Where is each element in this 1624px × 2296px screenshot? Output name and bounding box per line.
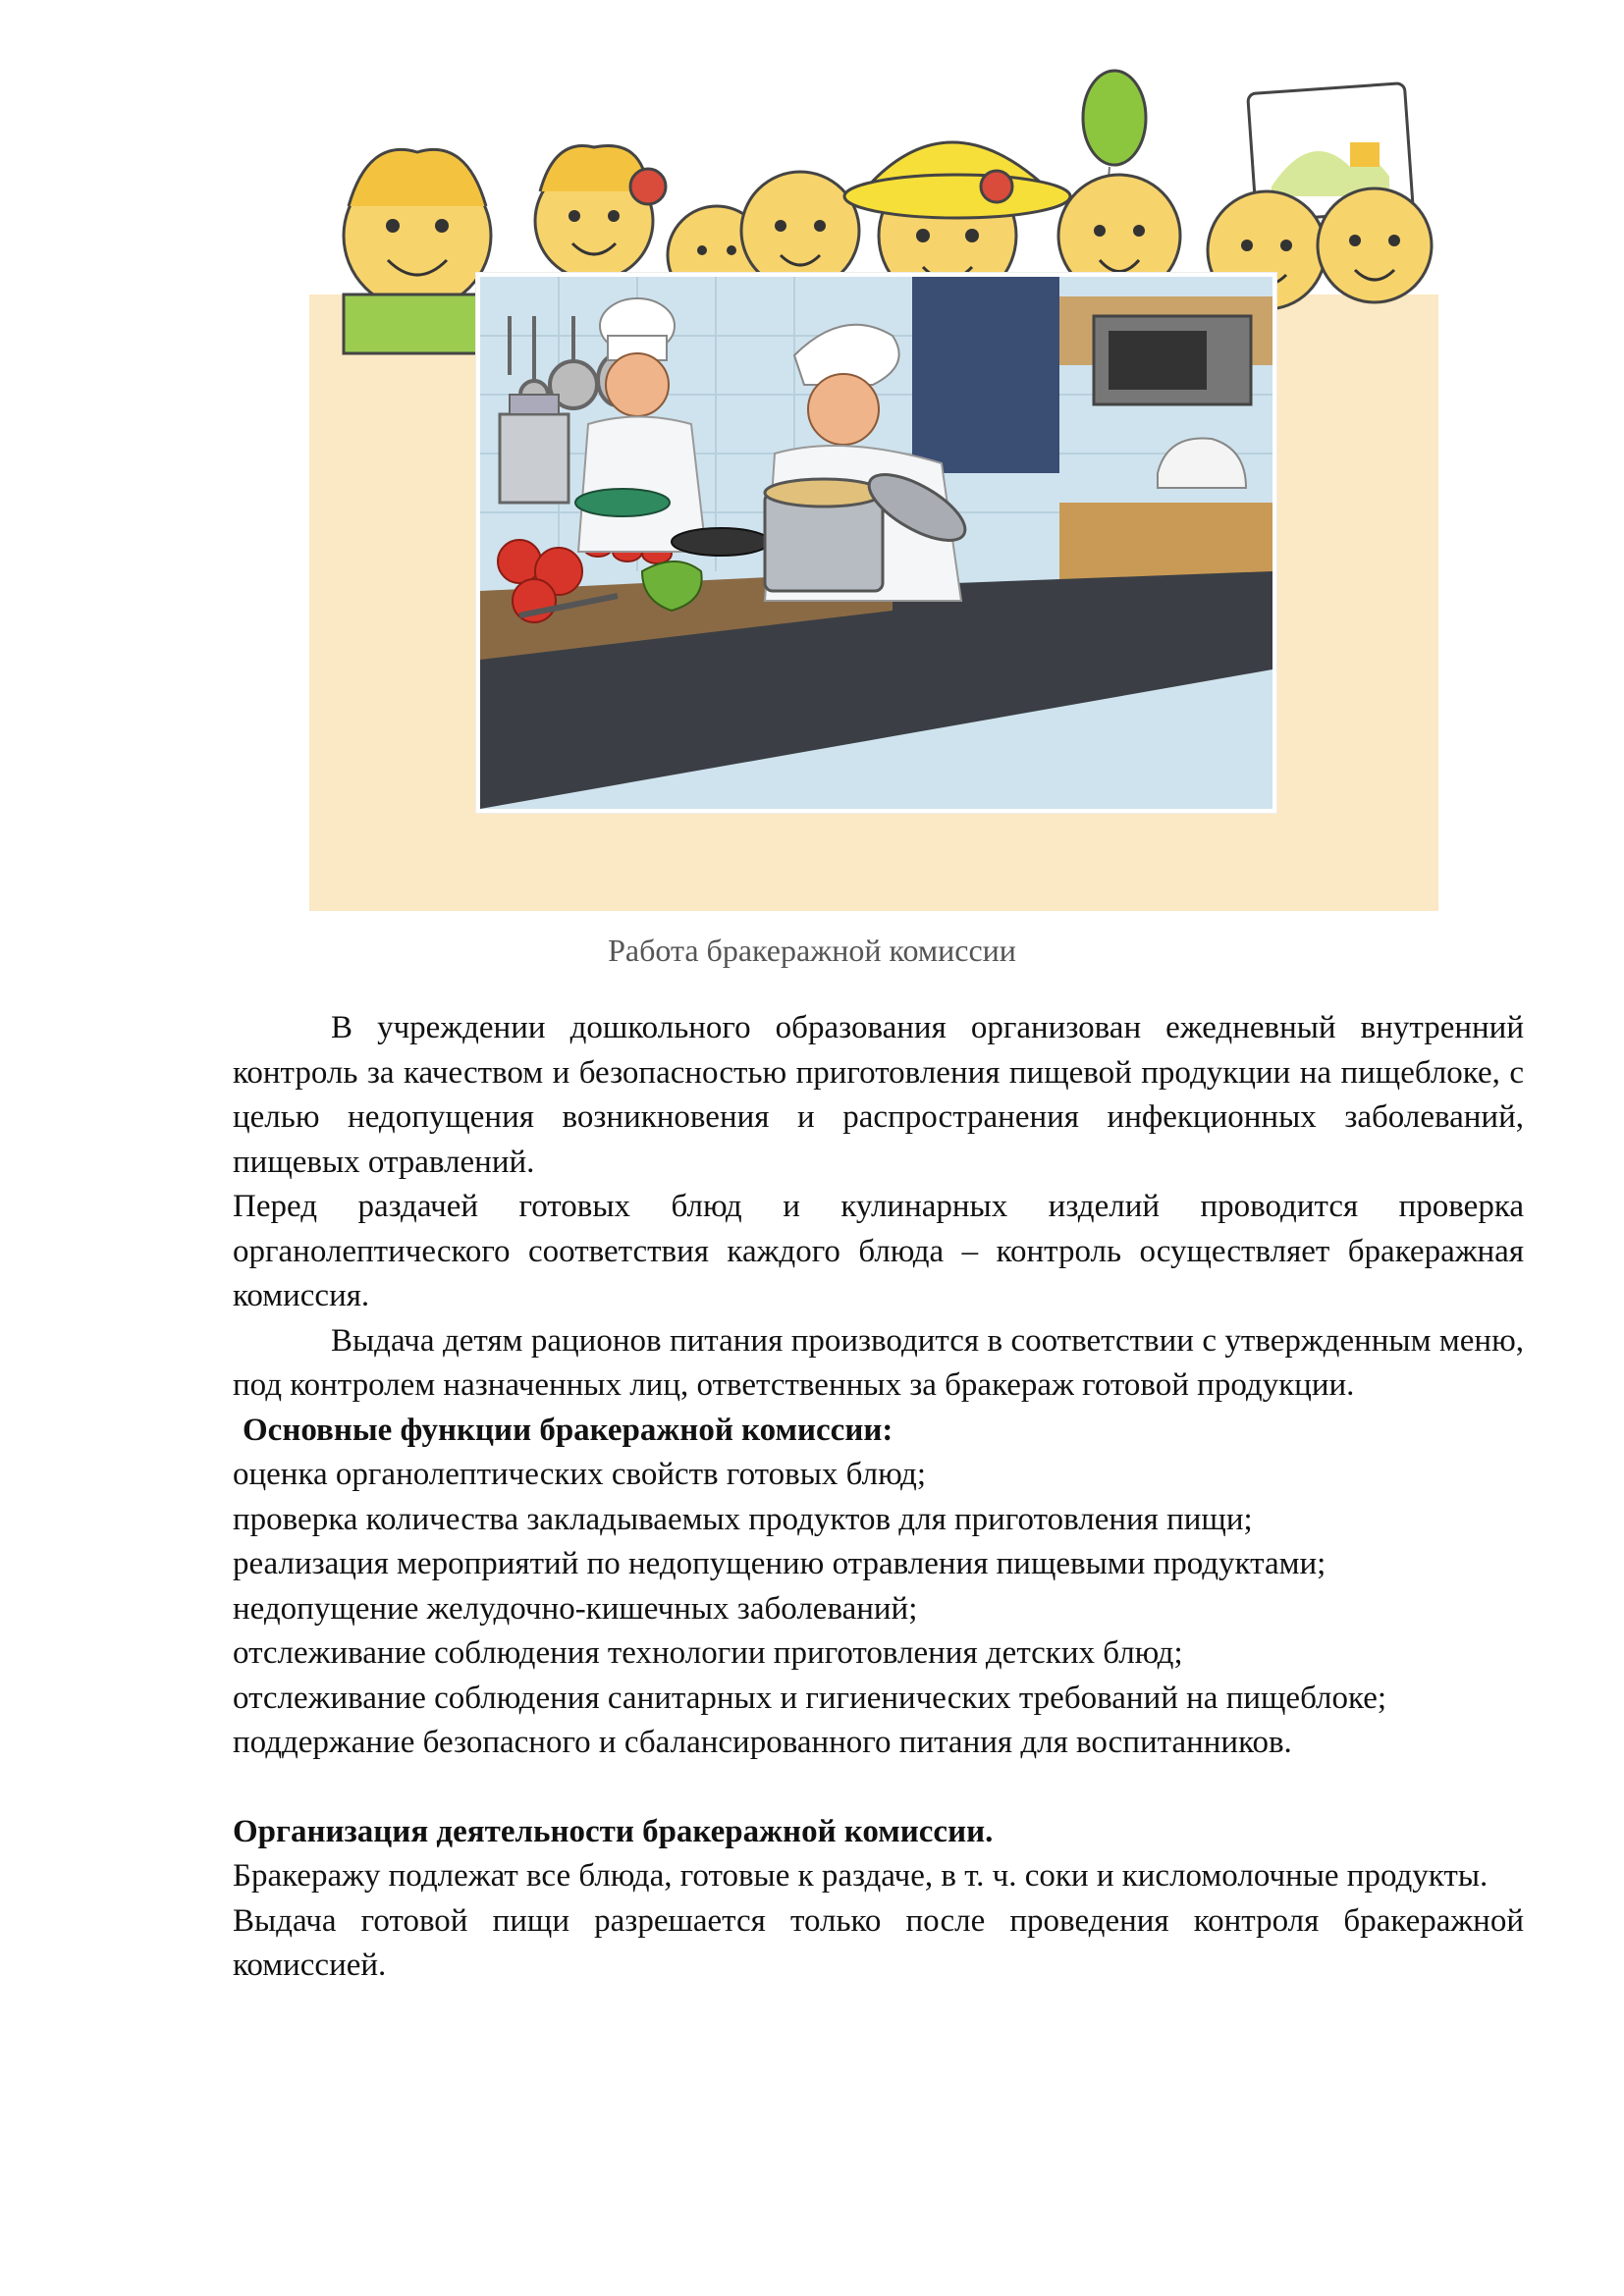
intro-paragraph-1: В учреждении дошкольного образования организован ежедневный внутренний контроль за качеством и безопасностью приготовления пищевой продукции на пищеблоке, с целью недопущения возникновения и распространения инфекционных заболеваний, пищевых отравлений.: [233, 1010, 1524, 1180]
organization-paragraph-2: Выдача готовой пищи разрешается только после проведения контроля бракеражной комиссией.: [233, 1902, 1524, 1983]
function-item: поддержание безопасного и сбалансированного питания для воспитанников.: [233, 1725, 1292, 1760]
header-illustration: [309, 49, 1453, 913]
intro-paragraph-3: Выдача детям рационов питания производится в соответствии с утвержденным меню, под контролем назначенных лиц, ответственных за бракераж готовой продукции.: [233, 1322, 1524, 1403]
function-item: недопущение желудочно-кишечных заболеваний;: [233, 1590, 918, 1627]
intro-paragraph-2: Перед раздачей готовых блюд и кулинарных изделий проводится проверка органолептического соответствия каждого блюда – контроль осуществляет бракеражная комиссия.: [233, 1189, 1524, 1313]
function-item: отслеживание соблюдения технологии приготовления детских блюд;: [233, 1635, 1183, 1671]
function-item: отслеживание соблюдения санитарных и гигиенических требований на пищеблоке;: [233, 1680, 1387, 1716]
section-spacer: [233, 1766, 1524, 1810]
image-caption: Работа бракеражной комиссии: [608, 933, 1016, 968]
functions-heading: Основные функции бракеражной комиссии:: [243, 1412, 893, 1448]
organization-heading: Организация деятельности бракеражной комиссии.: [233, 1813, 994, 1849]
kitchen-cooks-illustration: [476, 273, 1276, 813]
function-item: реализация мероприятий по недопущению отравления пищевыми продуктами;: [233, 1546, 1326, 1581]
document-body: [233, 1006, 1524, 1989]
organization-paragraph-1: Бракеражу подлежат все блюда, готовые к раздаче, в т. ч. соки и кисломолочные продукты.: [233, 1858, 1489, 1894]
function-item: проверка количества закладываемых продуктов для приготовления пищи;: [233, 1501, 1253, 1537]
function-item: оценка органолептических свойств готовых блюд;: [233, 1457, 927, 1492]
